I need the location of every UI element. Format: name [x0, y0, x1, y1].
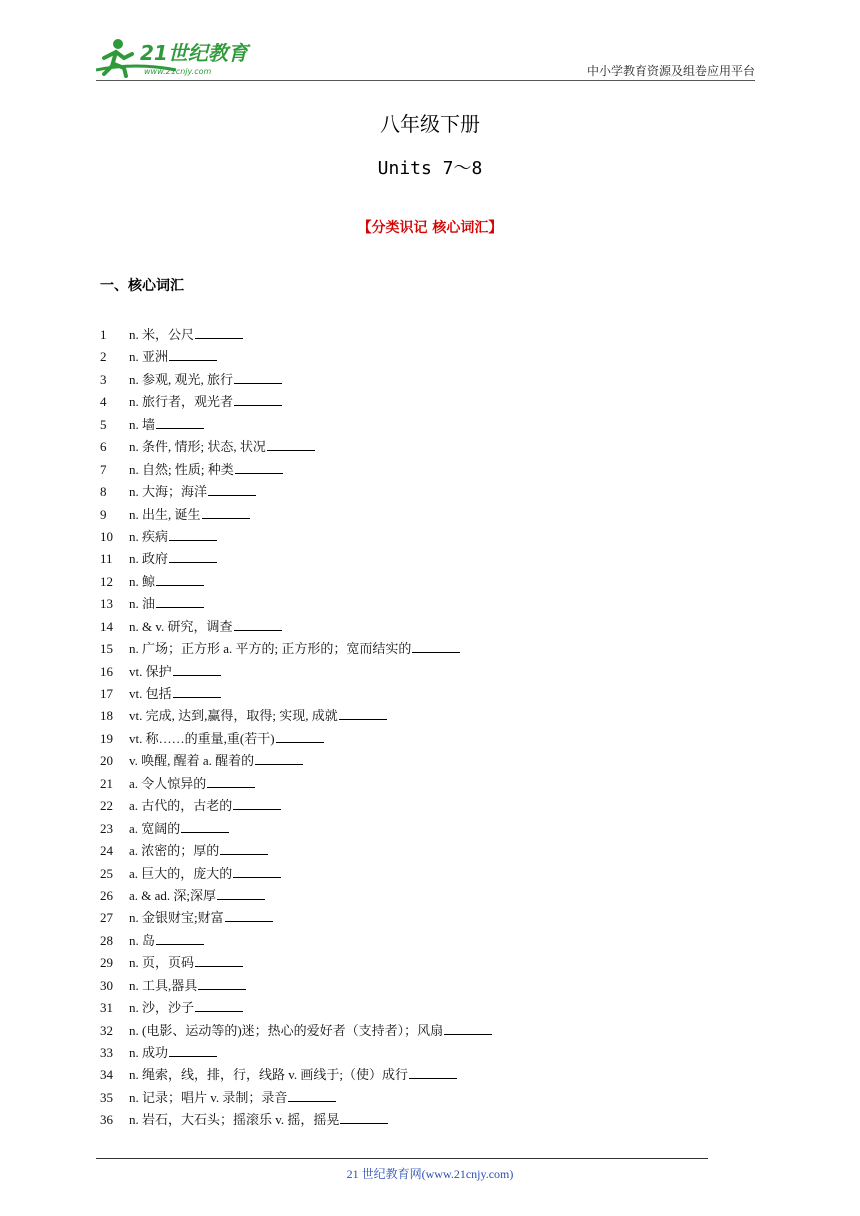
page-title: 八年级下册: [380, 112, 480, 136]
vocab-number: 12: [100, 573, 113, 589]
vocab-item: [100, 1042, 740, 1064]
vocab-definition: v. 唤醒, 醒着 a. 醒着的: [129, 753, 255, 769]
vocab-item: [100, 750, 740, 772]
answer-blank[interactable]: [255, 752, 303, 765]
vocab-item: [100, 616, 740, 638]
answer-blank[interactable]: [156, 416, 204, 429]
vocab-definition: a. 令人惊异的: [129, 775, 207, 791]
vocab-definition: n. 工具,器具: [129, 977, 198, 993]
vocab-number: 22: [100, 798, 113, 814]
vocab-definition: vt. 保护: [129, 663, 172, 679]
vocab-definition: n. 岛: [129, 932, 156, 948]
vocab-number: 30: [100, 977, 113, 993]
vocab-definition: n. 条件, 情形; 状态, 状况: [129, 439, 266, 455]
vocab-definition: vt. 完成, 达到,赢得，取得; 实现, 成就: [129, 708, 338, 724]
vocab-number: 2: [100, 349, 107, 365]
answer-blank[interactable]: [181, 820, 229, 833]
vocab-item: [100, 840, 740, 862]
answer-blank[interactable]: [220, 842, 268, 855]
vocab-item: [100, 975, 740, 997]
vocab-number: 11: [100, 551, 113, 567]
vocab-number: 19: [100, 730, 113, 746]
vocab-item: [100, 414, 740, 436]
vocab-number: 17: [100, 686, 113, 701]
vocab-number: 15: [100, 641, 113, 657]
vocab-definition: n. 记录；唱片 v. 录制；录音: [129, 1089, 288, 1105]
vocab-definition: n. 广场；正方形 a. 平方的; 正方形的；宽而结实的: [129, 641, 412, 657]
answer-blank[interactable]: [156, 595, 204, 608]
vocab-number: 3: [100, 371, 107, 387]
vocab-number: 24: [100, 843, 113, 859]
vocab-number: 14: [100, 618, 113, 634]
vocab-definition: vt. 包括: [129, 686, 172, 701]
vocab-definition: a. & ad. 深;深厚: [129, 887, 217, 903]
vocab-item: [100, 481, 740, 503]
section-tag: 【分类识记 核心词汇】: [357, 220, 503, 236]
answer-blank[interactable]: [233, 797, 281, 810]
vocab-item: [100, 548, 740, 570]
vocab-item: [100, 705, 740, 727]
answer-blank[interactable]: [340, 1111, 388, 1124]
vocab-definition: n. 政府: [129, 551, 169, 567]
vocab-number: 25: [100, 865, 113, 881]
logo-text: 21世纪教育: [140, 41, 248, 65]
page-subtitle: Units 7～8: [377, 158, 483, 179]
vocab-item: [100, 818, 740, 840]
site-logo: [96, 36, 266, 80]
vocab-item: [100, 930, 740, 952]
vocab-number: 7: [100, 461, 107, 477]
vocabulary-list: [100, 324, 740, 1132]
vocab-number: 13: [100, 596, 113, 612]
vocab-item: [100, 997, 740, 1019]
vocab-item: [100, 436, 740, 458]
vocab-number: 23: [100, 820, 113, 836]
answer-blank[interactable]: [173, 685, 221, 698]
vocab-definition: a. 巨大的，庞大的: [129, 865, 233, 881]
vocab-definition: n. 墙: [129, 416, 156, 432]
answer-blank[interactable]: [234, 393, 282, 406]
vocab-definition: n. 米，公尺: [129, 327, 195, 342]
vocab-definition: n. 自然; 性质; 种类: [129, 461, 234, 477]
vocab-definition: n. 油: [129, 596, 156, 612]
vocab-number: 8: [100, 484, 107, 500]
section-heading: 一、核心词汇: [100, 278, 184, 294]
vocab-item: [100, 593, 740, 615]
vocab-definition: vt. 称……的重量,重(若干): [129, 730, 275, 746]
vocab-definition: n. 出生, 诞生: [129, 506, 201, 522]
runner-logo-icon: [96, 36, 266, 80]
vocab-item: [100, 1064, 740, 1086]
answer-blank[interactable]: [173, 663, 221, 676]
vocab-definition: a. 古代的，古老的: [129, 798, 233, 814]
header-divider: [96, 80, 755, 81]
vocab-number: 18: [100, 708, 113, 724]
vocab-item: [100, 571, 740, 593]
vocab-definition: n. 亚洲: [129, 349, 169, 365]
vocab-item: [100, 504, 740, 526]
answer-blank[interactable]: [195, 326, 243, 339]
vocab-number: 1: [100, 327, 107, 342]
answer-blank[interactable]: [207, 775, 255, 788]
platform-name: 中小学教育资源及组卷应用平台: [586, 64, 755, 78]
vocab-definition: n. 大海；海洋: [129, 484, 208, 500]
answer-blank[interactable]: [169, 528, 217, 541]
vocab-item: [100, 1109, 740, 1131]
vocab-number: 28: [100, 932, 113, 948]
answer-blank[interactable]: [208, 483, 256, 496]
vocab-item: [100, 1087, 740, 1109]
vocab-definition: n. 疾病: [129, 528, 169, 544]
vocab-item: [100, 773, 740, 795]
vocab-definition: n. 沙，沙子: [129, 1000, 195, 1016]
footer-divider: [96, 1158, 708, 1159]
vocab-definition: n. 岩石，大石头；摇滚乐 v. 摇，摇晃: [129, 1112, 340, 1128]
answer-blank[interactable]: [444, 1022, 492, 1035]
vocab-number: 27: [100, 910, 113, 926]
answer-blank[interactable]: [235, 461, 283, 474]
vocab-number: 36: [100, 1112, 113, 1128]
vocab-number: 26: [100, 887, 113, 903]
vocab-item: [100, 324, 740, 346]
answer-blank[interactable]: [169, 550, 217, 563]
answer-blank[interactable]: [195, 954, 243, 967]
vocab-number: 4: [100, 394, 107, 410]
answer-blank[interactable]: [169, 348, 217, 361]
answer-blank[interactable]: [195, 999, 243, 1012]
vocab-number: 32: [100, 1022, 113, 1038]
answer-blank[interactable]: [156, 932, 204, 945]
vocab-definition: n. 页，页码: [129, 955, 195, 971]
vocab-item: [100, 1020, 740, 1042]
vocab-number: 10: [100, 528, 113, 544]
vocab-number: 21: [100, 775, 113, 791]
vocab-number: 16: [100, 663, 113, 679]
vocab-item: [100, 638, 740, 660]
answer-blank[interactable]: [234, 371, 282, 384]
vocab-item: [100, 683, 740, 705]
vocab-number: 29: [100, 955, 113, 971]
vocab-definition: n. & v. 研究，调查: [129, 618, 233, 634]
vocab-item: [100, 728, 740, 750]
vocab-number: 6: [100, 439, 107, 455]
vocab-item: [100, 795, 740, 817]
answer-blank[interactable]: [234, 618, 282, 631]
vocab-definition: a. 宽阔的: [129, 820, 181, 836]
vocab-item: [100, 952, 740, 974]
answer-blank[interactable]: [412, 640, 460, 653]
vocab-item: [100, 391, 740, 413]
vocab-definition: n. 金银财宝;财富: [129, 910, 224, 926]
answer-blank[interactable]: [276, 730, 324, 743]
vocab-item: [100, 907, 740, 929]
vocab-definition: n. (电影、运动等的)迷；热心的爱好者（支持者）；风扇: [129, 1022, 444, 1038]
vocab-number: 33: [100, 1045, 113, 1060]
answer-blank[interactable]: [225, 909, 273, 922]
vocab-item: [100, 459, 740, 481]
vocab-definition: a. 浓密的；厚的: [129, 843, 220, 859]
vocab-item: [100, 526, 740, 548]
answer-blank[interactable]: [217, 887, 265, 900]
vocab-item: [100, 863, 740, 885]
answer-blank[interactable]: [156, 573, 204, 586]
vocab-item: [100, 369, 740, 391]
answer-blank[interactable]: [288, 1089, 336, 1102]
vocab-number: 9: [100, 506, 107, 522]
vocab-definition: n. 成功: [129, 1045, 169, 1060]
vocab-number: 5: [100, 416, 107, 432]
answer-blank[interactable]: [202, 506, 250, 519]
vocab-item: [100, 885, 740, 907]
vocab-definition: n. 参观, 观光, 旅行: [129, 371, 234, 387]
vocab-definition: n. 绳索，线，排，行，线路 v. 画线于;（使）成行: [129, 1067, 409, 1083]
vocab-number: 34: [100, 1067, 113, 1083]
answer-blank[interactable]: [409, 1066, 457, 1079]
answer-blank[interactable]: [267, 438, 315, 451]
answer-blank[interactable]: [198, 977, 246, 990]
vocab-definition: n. 鲸: [129, 573, 156, 589]
footer-text: 21 世纪教育网(www.21cnjy.com): [346, 1167, 514, 1181]
vocab-item: [100, 661, 740, 683]
vocab-number: 31: [100, 1000, 113, 1016]
vocab-number: 35: [100, 1089, 113, 1105]
answer-blank[interactable]: [339, 707, 387, 720]
vocab-definition: n. 旅行者，观光者: [129, 394, 234, 410]
vocab-number: 20: [100, 753, 113, 769]
vocab-item: [100, 346, 740, 368]
answer-blank[interactable]: [233, 865, 281, 878]
answer-blank[interactable]: [169, 1044, 217, 1057]
logo-url: www.21cnjy.com: [144, 67, 212, 76]
